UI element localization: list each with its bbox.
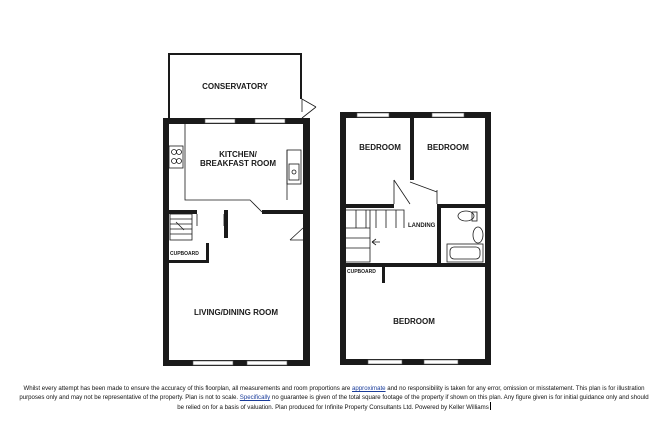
ground-floor-plan	[163, 53, 316, 366]
kitchen-label-line1: KITCHEN/	[219, 150, 257, 159]
cupboard-label: CUPBOARD	[170, 251, 199, 257]
stairs-icon	[346, 210, 404, 262]
spellcheck-underline: Specifically	[239, 394, 271, 401]
bedroom-left-label: BEDROOM	[359, 143, 401, 152]
first-floor-plan	[340, 112, 491, 365]
window	[205, 119, 235, 123]
stairs-icon	[170, 214, 192, 240]
window	[357, 113, 389, 117]
bedroom-right-label: BEDROOM	[427, 143, 469, 152]
window	[424, 360, 458, 364]
door-icon	[290, 228, 303, 240]
kitchen-label-line2: BREAKFAST ROOM	[200, 159, 276, 168]
disclaimer-text: Whilst every attempt has been made to ensure the accuracy of this floorplan, all measurements and room proportions are approximate and no responsibility is taken for any error, omission or misstatement. This plan is for illustration purposes only and may not be representative of the property. Plan is not to scale. Specifically no guarantee is given of the total square footage of the property if shown on this plan. Any figure given is for initial guidance only and should be relied on for a basis of valuation. Plan produced for Infinite Property Consultants Ltd. Powered by Keller Williams	[19, 385, 649, 411]
text-cursor	[490, 402, 491, 410]
bathroom-fittings	[447, 211, 483, 262]
door-icon	[394, 180, 437, 204]
cupboard-label: CUPBOARD	[347, 269, 376, 275]
window	[368, 360, 402, 364]
conservatory-label: CONSERVATORY	[202, 82, 268, 91]
landing-label: LANDING	[408, 223, 436, 229]
window	[247, 361, 287, 365]
window	[432, 113, 464, 117]
window	[193, 361, 233, 365]
living-dining-label: LIVING/DINING ROOM	[194, 308, 278, 317]
spellcheck-underline: approximate	[352, 385, 386, 392]
kitchen-units	[169, 124, 301, 212]
window	[255, 119, 285, 123]
bedroom-main-label: BEDROOM	[393, 317, 435, 326]
